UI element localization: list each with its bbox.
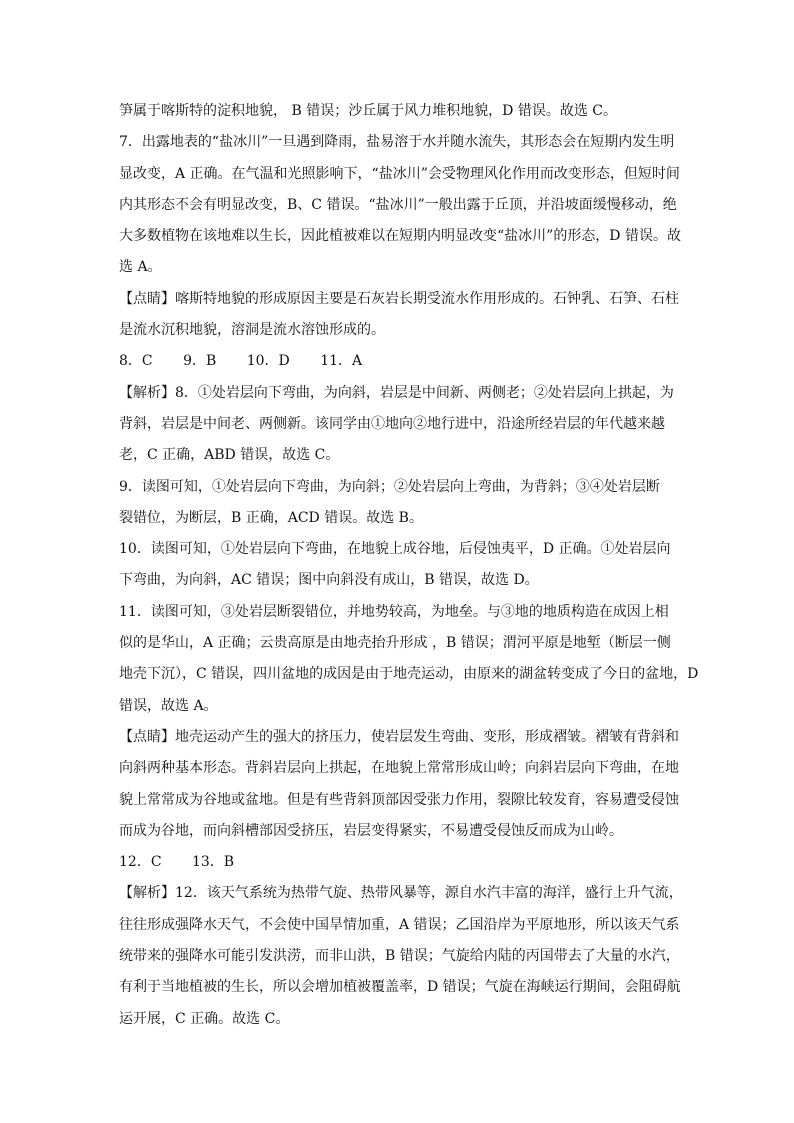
text-line: 笋属于喀斯特的淀积地貌， B 错误；沙丘属于风力堆积地貌，D 错误。故选 C。: [119, 103, 618, 119]
text-line: 往往形成强降水天气，不会使中国旱情加重，A 错误；乙国沿岸为平原地形，所以该天气系: [119, 916, 680, 933]
text-line: 错误，故选 A。: [119, 697, 218, 714]
answer-item: 9．B: [183, 353, 217, 370]
text-line: 【解析】8．①处岩层向下弯曲，为向斜，岩层是中间新、两侧老；②处岩层向上拱起，为: [119, 384, 674, 401]
text-line: 7．出露地表的“盐冰川”一旦遇到降雨，盐易溶于水并随水流失，其形态会在短期内发生明: [119, 134, 675, 151]
text-line: 是流水沉积地貌，溶洞是流水溶蚀形成的。: [119, 322, 385, 339]
text-line: 选 A。: [119, 259, 162, 276]
text-line: 有利于当地植被的生长，所以会增加植被覆盖率，D 错误；气旋在海峡运行期间，会阻碍航: [119, 979, 681, 996]
text-line: 【点睛】地壳运动产生的强大的挤压力，使岩层发生弯曲、变形，形成褶皱。褶皱有背斜和: [119, 728, 679, 745]
answer-item: 10．D: [246, 353, 290, 370]
answer-item: 11．A: [320, 353, 363, 370]
text-line: 11．读图可知，③处岩层断裂错位，并地势较高，为地垒。与③地的地质构造在成因上相: [119, 603, 669, 620]
answer-item: 13．B: [191, 854, 235, 871]
text-line: 【点睛】喀斯特地貌的形成原因主要是石灰岩长期受流水作用形成的。石钟乳、石笋、石柱: [119, 290, 679, 307]
text-line: 而成为谷地，而向斜槽部因受挤压，岩层变得紧实，不易遭受侵蚀反而成为山岭。: [119, 822, 623, 839]
text-line: 向斜两种基本形态。背斜岩层向上拱起，在地貌上常常形成山岭；向斜岩层向下弯曲，在地: [119, 760, 679, 777]
text-line: 10．读图可知，①处岩层向下弯曲，在地貌上成谷地，后侵蚀夷平，D 正确。①处岩层向: [119, 541, 671, 558]
text-line: 大多数植物在该地难以生长，因此植被难以在短期内明显改变“盐冰川”的形态，D 错误。故: [119, 228, 681, 245]
text-line: 裂错位，为断层，B 正确，ACD 错误。故选 B。: [119, 509, 423, 526]
text-line: 貌上常常成为谷地或盆地。但是有些背斜顶部因受张力作用，裂隙比较发育，容易遭受侵蚀: [119, 791, 679, 808]
text-line: 背斜，岩层是中间老、两侧新。该同学由①地向②地行进中，沿途所经岩层的年代越来越: [119, 415, 665, 432]
answer-key-line: [119, 346, 699, 377]
text-line: 内其形态不会有明显改变，B、C 错误。“盐冰川”一般出露于丘顶，并沿坡面缓慢移动，绝: [119, 196, 677, 213]
text-line: 9．读图可知，①处岩层向下弯曲，为向斜；②处岩层向上弯曲，为背斜；③④处岩层断: [119, 478, 660, 495]
text-line: 显改变，A 正确。在气温和光照影响下，“盐冰川”会受物理风化作用而改变形态，但短时间: [119, 165, 680, 182]
text-line: 统带来的强降水可能引发洪涝，而非山洪，B 错误；气旋给内陆的丙国带去了大量的水汽，: [119, 948, 680, 965]
document-page: [119, 96, 699, 1035]
text-line: 老，C 正确，ABD 错误，故选 C。: [119, 447, 340, 464]
text-line: 【解析】12．该天气系统为热带气旋、热带风暴等，源自水汽丰富的海洋，盛行上升气流，: [119, 885, 683, 902]
text-line: 似的是华山，A 正确；云贵高原是由地壳抬升形成 ，B 错误；渭河平原是地堑（断层一侧: [119, 635, 671, 652]
answer-key-line: [119, 847, 699, 878]
text-line: 下弯曲，为向斜，AC 错误；图中向斜没有成山，B 错误，故选 D。: [119, 572, 539, 589]
answer-item: 12．C: [119, 854, 162, 871]
text-line: 地壳下沉），C 错误，四川盆地的成因是由于地壳运动，由原来的湖盆转变成了今日的盆地，D: [119, 666, 699, 683]
answer-item: 8．C: [119, 353, 153, 370]
text-line: 运开展，C 正确。故选 C。: [119, 1010, 290, 1027]
